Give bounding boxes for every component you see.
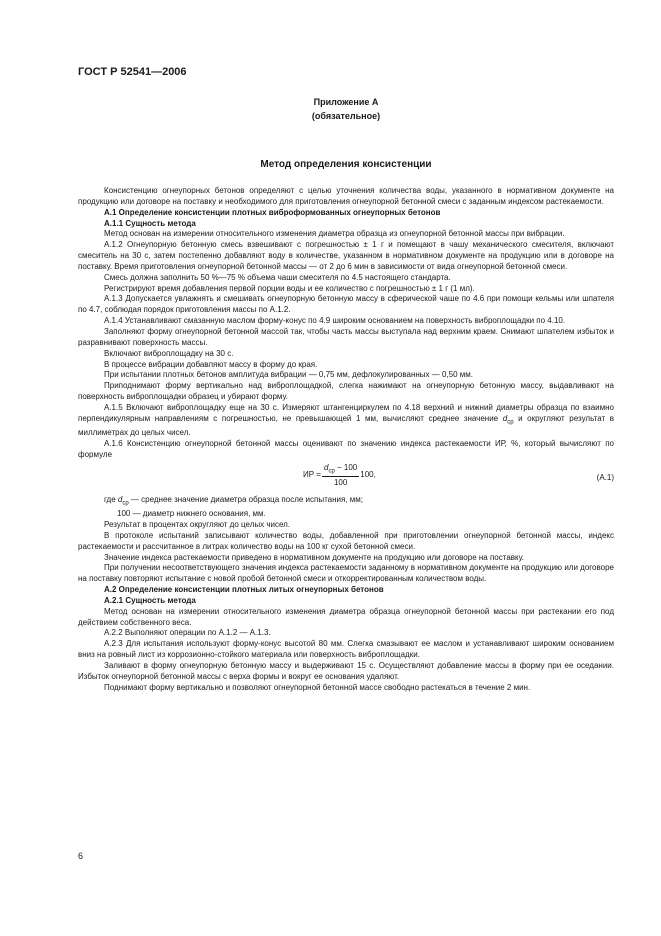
annex-status: (обязательное): [311, 111, 381, 121]
paragraph: Метод основан на измерении относительного изменения диаметра образца из огнеупорной бетонной массы при вибрации.: [104, 229, 565, 239]
paragraph: В процессе вибрации добавляют массу в форму до края.: [104, 359, 318, 369]
subsection-heading: А.2.1 Сущность метода: [104, 595, 196, 605]
paragraph: Регистрируют время добавления первой порции воды и ее количество с погрешностью ± 1 г (1 мл).: [104, 283, 475, 293]
paragraph: Смесь должна заполнить 50 %—75 % объема чаши смесителя по 4.5 настоящего стандарта.: [104, 272, 451, 282]
paragraph: Включают виброплощадку на 30 с.: [104, 348, 234, 358]
paragraph: А.1.2 Огнеупорную бетонную смесь взвешивают с погрешностью ± 1 г и помещают в чашу механического смесителя, включают смеситель на 30 с, затем постепенно добавляют воду в количестве, указанном в нормативном документе на продукцию или в договоре на поставку. Время приготовления огнеупорной бетонной массы — от 2 до 6 мин в зависимости от вида огнеупорной бетонной смеси.: [78, 240, 614, 271]
paragraph: А.1.3 Допускается увлажнять и смешивать огнеупорную бетонную массу в сферической чаше по 4.6 при помощи кельмы или шпателя по 4.7, соблюдая порядок приготовления массы по А.1.2.: [78, 294, 614, 315]
text-run: и округляют результат в миллиметрах до целых чисел.: [78, 413, 614, 438]
paragraph: Значение индекса растекаемости приведено в нормативном документе на продукцию или договоре на поставку.: [104, 552, 525, 562]
paragraph: А.2.2 Выполняют операции по А.1.2 — А.1.3.: [104, 628, 271, 638]
paragraph: Приподнимают форму вертикально над виброплощадкой, слегка нажимают на огнеупорную бетонную массу, выдавливают на поверхность виброплощадки образец и убирают форму.: [78, 381, 614, 402]
paragraph: В протоколе испытаний записывают количество воды, добавленной при приготовлении огнеупорной бетонной массы, индекс растекаемости и рассчитанное в литрах количество воды на 100 кг сухой бетонной смеси.: [78, 530, 614, 551]
paragraph: Заливают в форму огнеупорную бетонную массу и выдерживают 15 с. Осуществляют добавление массы в форму при ее оседании. Избыток огнеупорной бетонной массы с верха формы и вокруг ее основания удаляют.: [78, 660, 614, 681]
paragraph: Заполняют форму огнеупорной бетонной массой так, чтобы часть массы выступала над верхним краем. Снимают шпателем избыток и разравнивают поверхность массы.: [78, 326, 614, 347]
fraction-denominator: 100: [333, 478, 348, 488]
text-run: − 100: [334, 462, 358, 472]
paragraph: Поднимают форму вертикально и позволяют огнеупорной бетонной массе свободно растекаться в течение 2 мин.: [104, 682, 531, 692]
text-run: — среднее значение диаметра образца после испытания, мм;: [128, 494, 364, 504]
paragraph: А.2.3 Для испытания используют форму-конус высотой 80 мм. Слегка смазывают ее маслом и устанавливают широким основанием вниз на ровный лист из коррозионно-стойкого материала или поверхность виброплощадки.: [78, 639, 614, 660]
subsection-heading: А.2 Определение консистенции плотных литых огнеупорных бетонов: [104, 585, 384, 595]
formula-rhs: 100,: [360, 470, 376, 480]
subscript: ср: [328, 468, 335, 475]
subscript: ср: [507, 419, 514, 426]
paragraph: А.1.6 Консистенцию огнеупорной бетонной массы оценивают по значению индекса растекаемости ИР, %, который вычисляют по формуле: [78, 439, 614, 459]
subscript: ср: [122, 500, 129, 507]
formula-number: (А.1): [596, 472, 614, 482]
paragraph: А.1.4 Устанавливают смазанную маслом форму-конус по 4.9 широким основанием на поверхность виброплощадки по 4.10.: [104, 316, 566, 326]
formula-lhs: ИР =: [303, 470, 321, 480]
text-run: А.1.5 Включают виброплощадку еще на 30 с. Измеряют штангенциркулем по 4.18 верхний и нижний диаметры образца по взаимно перпендикулярным направлениям с погрешностью, не превышающей 1 мм, вычисляют среднее значение: [78, 402, 614, 423]
paragraph: Метод основан на измерении относительного изменения диаметра образца огнеупорной бетонной массы при растекании его под действием собственного веса.: [78, 606, 614, 627]
subsection-heading: А.1 Определение консистенции плотных виброформованных огнеупорных бетонов: [104, 207, 441, 217]
paragraph: При испытании плотных бетонов амплитуда вибрации — 0,75 мм, дефлокулированных — 0,50 мм.: [104, 370, 473, 380]
section-title: Метод определения консистенции: [260, 159, 432, 170]
paragraph: При получении несоответствующего значения индекса растекаемости заданному в нормативном документе на продукцию или договоре на поставку повторяют испытание с новой пробой бетонной смеси и откорректированным количеством воды.: [78, 563, 614, 584]
where-clause: 100 — диаметр нижнего основания, мм.: [117, 509, 266, 519]
document-page: [78, 0, 614, 936]
document-header: ГОСТ Р 52541—2006: [78, 66, 187, 78]
paragraph: Результат в процентах округляют до целых чисел.: [104, 519, 291, 529]
fraction-numerator: [322, 463, 359, 478]
page-number: 6: [78, 851, 84, 861]
formula: [303, 463, 376, 489]
formula-block: [78, 461, 614, 495]
annex-label: Приложение А: [313, 97, 379, 107]
paragraph: [78, 403, 614, 439]
fraction: [322, 463, 359, 489]
subsection-heading: А.1.1 Сущность метода: [104, 218, 196, 228]
variable: d: [323, 462, 329, 472]
where-clause: [78, 495, 614, 509]
text-run: где: [104, 494, 118, 504]
paragraph: Консистенцию огнеупорных бетонов определяют с целью уточнения количества воды, указанного в нормативном документе на продукцию или договоре на поставку и необходимого для приготовления огнеупорной бетонной смеси с заданным индексом растекаемости.: [78, 186, 614, 206]
document-body: [78, 186, 614, 693]
variable: d: [502, 413, 508, 423]
annex-heading: [78, 95, 614, 123]
variable: d: [117, 494, 123, 504]
